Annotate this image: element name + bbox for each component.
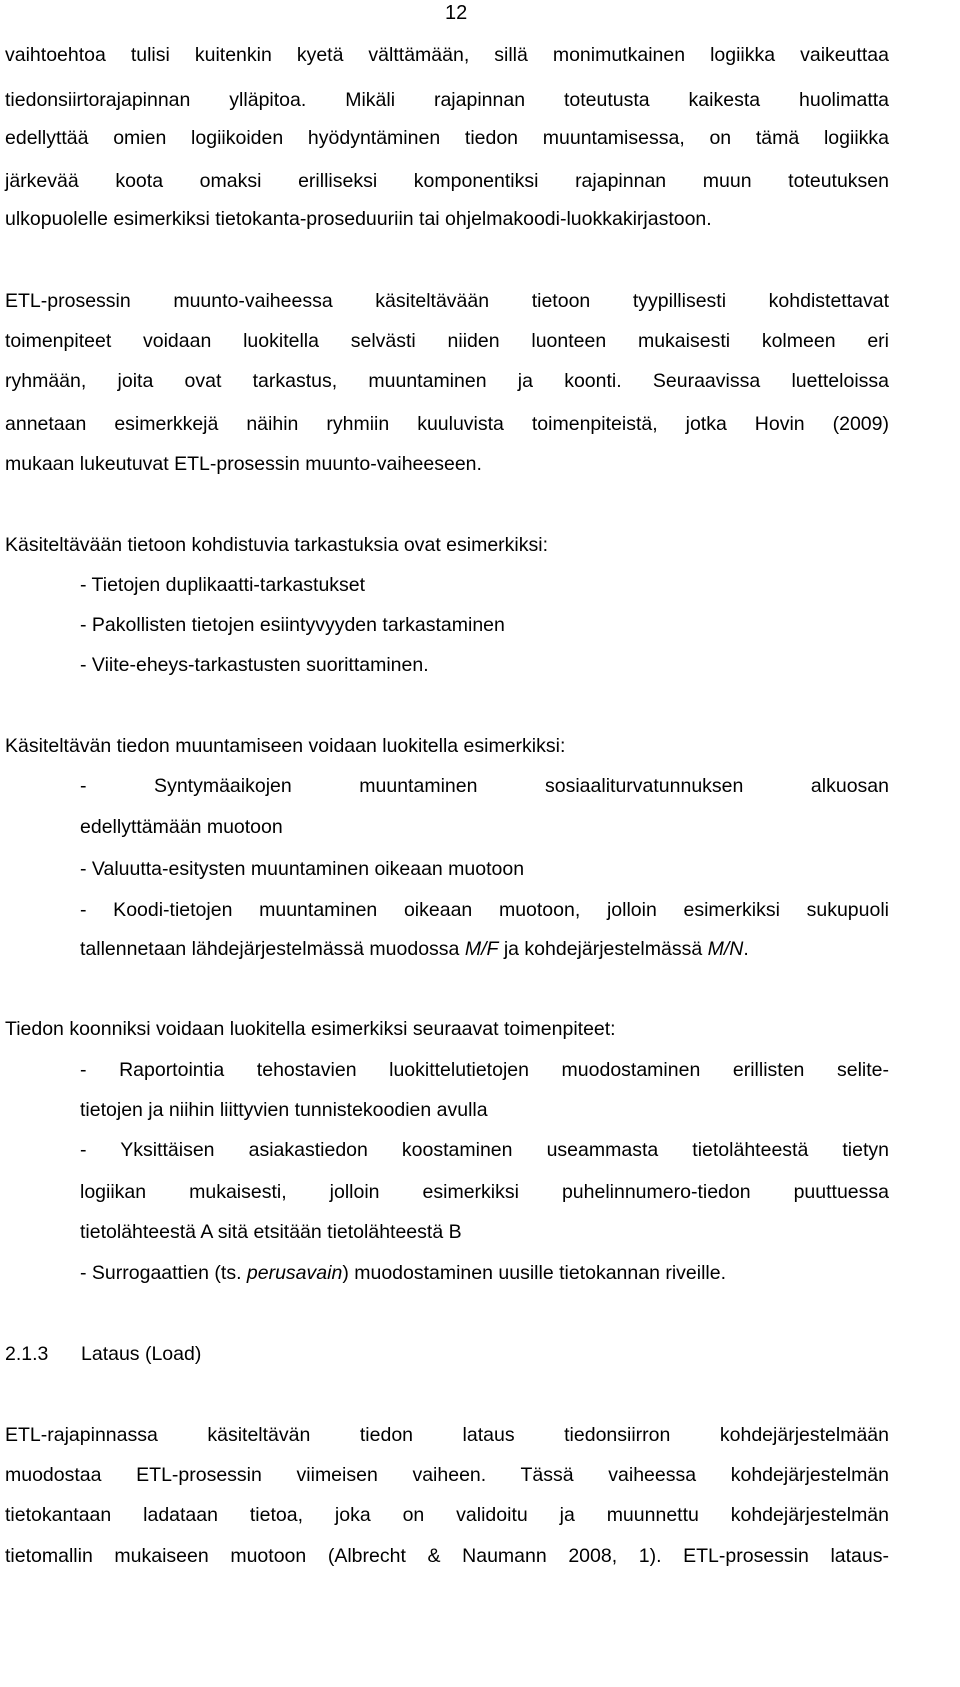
list-intro: Käsiteltävään tietoon kohdistuvia tarkastuksia ovat esimerkiksi: [5,534,549,556]
paragraph-line: ETL-rajapinnassa käsiteltävän tiedon lataus tiedonsiirron kohdejärjestelmään [5,1424,889,1446]
page-number: 12 [445,2,468,24]
paragraph-line: annetaan esimerkkejä näihin ryhmiin kuuluvista toimenpiteistä, jotka Hovin (2009) [5,413,889,435]
text-span: tallennetaan lähdejärjestelmässä muodossa [80,938,465,960]
paragraph-line: edellyttää omien logiikoiden hyödyntäminen tiedon muuntamisessa, on tämä logiikka [5,127,889,149]
paragraph-line: tietomallin mukaiseen muotoon (Albrecht & Naumann 2008, 1). ETL-prosessin lataus- [5,1545,889,1567]
section-number: 2.1.3 [5,1343,49,1365]
paragraph-line: toimenpiteet voidaan luokitella selvästi niiden luonteen mukaisesti kolmeen eri [5,330,889,352]
list-item-continuation: logiikan mukaisesti, jolloin esimerkiksi puhelinnumero-tiedon puuttuessa [80,1181,889,1203]
italic-term: perusavain [246,1262,343,1284]
list-item: - Syntymäaikojen muuntaminen sosiaaliturvatunnuksen alkuosan [80,775,889,797]
text-span: - Surrogaattien (ts. [80,1262,247,1284]
italic-code: M/F [464,938,499,960]
list-item-continuation: tietojen ja niihin liittyvien tunnistekoodien avulla [80,1099,488,1121]
list-item: - Pakollisten tietojen esiintyvyyden tarkastaminen [80,614,505,636]
text-span: ja kohdejärjestelmässä [498,938,708,960]
list-item: - Tietojen duplikaatti-tarkastukset [80,574,366,596]
list-item [80,1261,726,1285]
paragraph-line: ulkopuolelle esimerkiksi tietokanta-proseduuriin tai ohjelmakoodi-luokkakirjastoon. [5,208,712,230]
list-item: - Raportointia tehostavien luokittelutietojen muodostaminen erillisten selite- [80,1059,889,1081]
section-title: Lataus (Load) [81,1343,202,1365]
section-heading [5,1342,201,1366]
paragraph-line: vaihtoehtoa tulisi kuitenkin kyetä välttämään, sillä monimutkainen logiikka vaikeuttaa [5,44,889,66]
text-span: . [743,938,749,960]
list-item: - Viite-eheys-tarkastusten suorittaminen. [80,654,429,676]
paragraph-line: järkevää koota omaksi erilliseksi komponentiksi rajapinnan muun toteutuksen [5,170,889,192]
italic-code: M/N [707,938,744,960]
paragraph-line: tietokantaan ladataan tietoa, joka on validoitu ja muunnettu kohdejärjestelmän [5,1504,889,1526]
paragraph-line: mukaan lukeutuvat ETL-prosessin muunto-vaiheeseen. [5,453,482,475]
paragraph-line: ryhmään, joita ovat tarkastus, muuntaminen ja koonti. Seuraavissa luetteloissa [5,370,889,392]
text-span: ) muodostaminen uusille tietokannan riveille. [342,1262,727,1284]
paragraph-line: muodostaa ETL-prosessin viimeisen vaiheen. Tässä vaiheessa kohdejärjestelmän [5,1464,889,1486]
paragraph-line: tiedonsiirtorajapinnan ylläpitoa. Mikäli rajapinnan toteutusta kaikesta huolimatta [5,89,889,111]
list-intro: Tiedon koonniksi voidaan luokitella esimerkiksi seuraavat toimenpiteet: [5,1018,616,1040]
list-item-continuation: tietolähteestä A sitä etsitään tietolähteestä B [80,1221,462,1243]
list-intro: Käsiteltävän tiedon muuntamiseen voidaan luokitella esimerkiksi: [5,735,566,757]
list-item: - Koodi-tietojen muuntaminen oikeaan muotoon, jolloin esimerkiksi sukupuoli [80,899,889,921]
list-item-continuation [80,937,749,961]
list-item: - Valuutta-esitysten muuntaminen oikeaan muotoon [80,858,525,880]
paragraph-line: ETL-prosessin muunto-vaiheessa käsiteltävään tietoon tyypillisesti kohdistettavat [5,290,889,312]
list-item: - Yksittäisen asiakastiedon koostaminen useammasta tietolähteestä tietyn [80,1139,889,1161]
list-item-continuation: edellyttämään muotoon [80,816,283,838]
